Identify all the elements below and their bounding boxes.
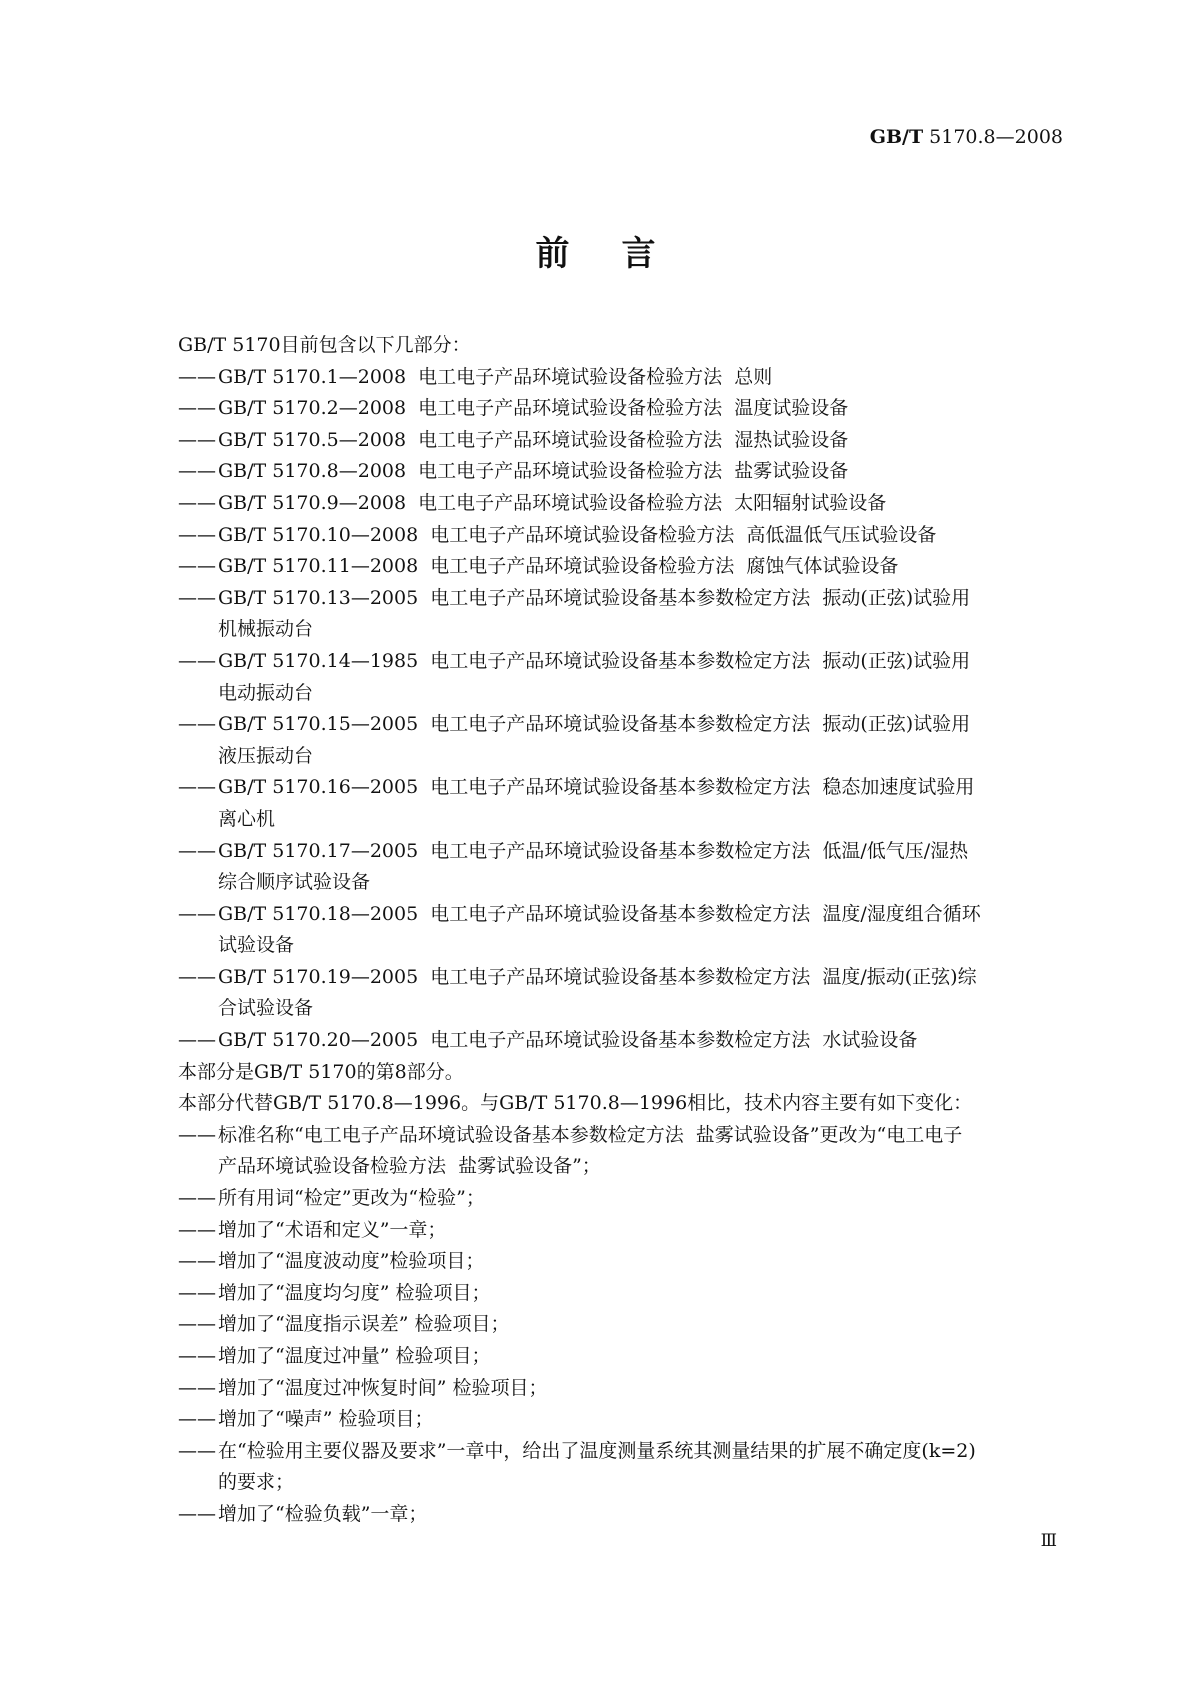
change-item-line: 标准名称“电工电子产品环境试验设备基本参数检定方法 盐雾试验设备”更改为“电工电子 (218, 1123, 963, 1146)
change-item (178, 1278, 1058, 1310)
change-item-line: 所有用词“检定”更改为“检验”； (218, 1187, 485, 1210)
em-dash-marker: —— (178, 586, 216, 609)
part-item-line: GB/T 5170.9—2008 电工电子产品环境试验设备检验方法 太阳辐射试验设备 (218, 491, 887, 514)
change-item (178, 1246, 1058, 1278)
em-dash-marker: —— (178, 713, 216, 736)
part-item (178, 962, 1058, 1025)
change-item-text (218, 1183, 1058, 1215)
part-item-text (218, 551, 1058, 583)
part-statement: 本部分是GB/T 5170的第8部分。 (178, 1060, 464, 1083)
document-code (870, 126, 1063, 148)
part-item-line: GB/T 5170.11—2008 电工电子产品环境试验设备检验方法 腐蚀气体试验设备 (218, 555, 899, 578)
part-item (178, 551, 1058, 583)
part-item-continuation: 电动振动台 (218, 681, 314, 704)
part-item-text (218, 1025, 1058, 1057)
change-item (178, 1436, 1058, 1499)
part-item (178, 899, 1058, 962)
change-item-line: 增加了“温度指示误差” 检验项目； (218, 1313, 510, 1336)
em-dash-marker: —— (178, 1218, 216, 1241)
part-item-line: GB/T 5170.20—2005 电工电子产品环境试验设备基本参数检定方法 水试验设备 (218, 1029, 918, 1052)
change-item-line: 增加了“温度波动度”检验项目； (218, 1250, 485, 1273)
change-item (178, 1215, 1058, 1247)
em-dash-marker: —— (178, 1281, 216, 1304)
part-item-continuation: 机械振动台 (218, 618, 314, 641)
changes-list (178, 1120, 1058, 1531)
change-item-text (218, 1341, 1058, 1373)
change-item-continuation: 产品环境试验设备检验方法 盐雾试验设备”； (218, 1155, 601, 1178)
part-item (178, 456, 1058, 488)
page-number: Ⅲ (1040, 1531, 1057, 1551)
em-dash-marker: —— (178, 1123, 216, 1146)
change-item-text (218, 1436, 1058, 1499)
preface-body (178, 330, 1058, 1531)
em-dash-marker: —— (178, 776, 216, 799)
em-dash-marker: —— (178, 1250, 216, 1273)
part-item-text (218, 456, 1058, 488)
part-item (178, 709, 1058, 772)
change-item-continuation: 的要求； (218, 1471, 295, 1494)
em-dash-marker: —— (178, 428, 216, 451)
part-item (178, 488, 1058, 520)
em-dash-marker: —— (178, 397, 216, 420)
part-item-line: GB/T 5170.17—2005 电工电子产品环境试验设备基本参数检定方法 低温/低气压/湿热 (218, 839, 969, 862)
em-dash-marker: —— (178, 839, 216, 862)
em-dash-marker: —— (178, 1376, 216, 1399)
change-item-text (218, 1404, 1058, 1436)
part-item-text (218, 836, 1058, 899)
part-item-continuation: 综合顺序试验设备 (218, 871, 371, 894)
change-item (178, 1120, 1058, 1183)
change-item-line: 增加了“噪声” 检验项目； (218, 1408, 434, 1431)
document-code-number: 5170.8—2008 (923, 126, 1063, 148)
change-item-line: 增加了“温度过冲恢复时间” 检验项目； (218, 1376, 548, 1399)
change-item-text (218, 1309, 1058, 1341)
change-item (178, 1373, 1058, 1405)
part-item-line: GB/T 5170.10—2008 电工电子产品环境试验设备检验方法 高低温低气压试验设备 (218, 523, 937, 546)
change-item (178, 1309, 1058, 1341)
em-dash-marker: —— (178, 1313, 216, 1336)
parts-list (178, 362, 1058, 1057)
change-item-text (218, 1215, 1058, 1247)
part-item-line: GB/T 5170.1—2008 电工电子产品环境试验设备检验方法 总则 (218, 365, 773, 388)
part-item-text (218, 520, 1058, 552)
part-item-line: GB/T 5170.18—2005 电工电子产品环境试验设备基本参数检定方法 温度/湿度组合循环 (218, 902, 981, 925)
part-item-text (218, 772, 1058, 835)
em-dash-marker: —— (178, 649, 216, 672)
change-item-line: 增加了“术语和定义”一章； (218, 1218, 447, 1241)
change-item-line: 增加了“温度过冲量” 检验项目； (218, 1345, 491, 1367)
em-dash-marker: —— (178, 1345, 216, 1367)
part-item-continuation: 试验设备 (218, 934, 295, 957)
part-item-text (218, 899, 1058, 962)
em-dash-marker: —— (178, 523, 216, 546)
em-dash-marker: —— (178, 1439, 216, 1462)
part-item-text (218, 709, 1058, 772)
part-item (178, 1025, 1058, 1057)
em-dash-marker: —— (178, 460, 216, 483)
part-item (178, 425, 1058, 457)
page-title: 前言 (535, 234, 708, 274)
part-item (178, 393, 1058, 425)
em-dash-marker: —— (178, 491, 216, 514)
intro-line: GB/T 5170目前包含以下几部分： (178, 334, 471, 356)
part-item (178, 772, 1058, 835)
part-item (178, 362, 1058, 394)
part-item-continuation: 离心机 (218, 807, 276, 830)
change-item (178, 1404, 1058, 1436)
em-dash-marker: —— (178, 965, 216, 988)
replacement-statement: 本部分代替GB/T 5170.8—1996。与GB/T 5170.8—1996相比，技术内容主要有如下变化： (178, 1092, 973, 1115)
change-item-text (218, 1120, 1058, 1183)
em-dash-marker: —— (178, 1029, 216, 1052)
part-item-line: GB/T 5170.13—2005 电工电子产品环境试验设备基本参数检定方法 振动(正弦)试验用 (218, 586, 971, 609)
em-dash-marker: —— (178, 555, 216, 578)
change-item (178, 1341, 1058, 1373)
change-item-line: 在“检验用主要仪器及要求”一章中，给出了温度测量系统其测量结果的扩展不确定度(k=2) (218, 1439, 976, 1462)
document-code-prefix: GB/T (869, 126, 924, 148)
change-item (178, 1499, 1058, 1531)
part-item-text (218, 646, 1058, 709)
em-dash-marker: —— (178, 1187, 216, 1210)
part-item-text (218, 488, 1058, 520)
change-item (178, 1183, 1058, 1215)
part-item-text (218, 425, 1058, 457)
part-item-line: GB/T 5170.15—2005 电工电子产品环境试验设备基本参数检定方法 振动(正弦)试验用 (218, 713, 971, 736)
part-item-text (218, 962, 1058, 1025)
em-dash-marker: —— (178, 365, 216, 388)
em-dash-marker: —— (178, 1408, 216, 1431)
change-item-text (218, 1246, 1058, 1278)
part-item-text (218, 583, 1058, 646)
part-item (178, 583, 1058, 646)
em-dash-marker: —— (178, 902, 216, 925)
part-item-line: GB/T 5170.14—1985 电工电子产品环境试验设备基本参数检定方法 振动(正弦)试验用 (218, 649, 971, 672)
part-item (178, 836, 1058, 899)
part-item-line: GB/T 5170.2—2008 电工电子产品环境试验设备检验方法 温度试验设备 (218, 397, 849, 420)
change-item-text (218, 1278, 1058, 1310)
part-item-line: GB/T 5170.8—2008 电工电子产品环境试验设备检验方法 盐雾试验设备 (218, 460, 849, 483)
part-item-line: GB/T 5170.16—2005 电工电子产品环境试验设备基本参数检定方法 稳态加速度试验用 (218, 776, 975, 799)
part-item-continuation: 合试验设备 (218, 997, 314, 1020)
part-item (178, 646, 1058, 709)
change-item-line: 增加了“温度均匀度” 检验项目； (218, 1281, 491, 1304)
em-dash-marker: —— (178, 1502, 216, 1525)
part-item-text (218, 393, 1058, 425)
change-item-line: 增加了“检验负载”一章； (218, 1502, 428, 1525)
change-item-text (218, 1373, 1058, 1405)
part-item-text (218, 362, 1058, 394)
part-item-line: GB/T 5170.5—2008 电工电子产品环境试验设备检验方法 湿热试验设备 (218, 428, 849, 451)
part-item-continuation: 液压振动台 (218, 744, 314, 767)
part-item (178, 520, 1058, 552)
part-item-line: GB/T 5170.19—2005 电工电子产品环境试验设备基本参数检定方法 温度/振动(正弦)综 (218, 965, 977, 988)
change-item-text (218, 1499, 1058, 1531)
